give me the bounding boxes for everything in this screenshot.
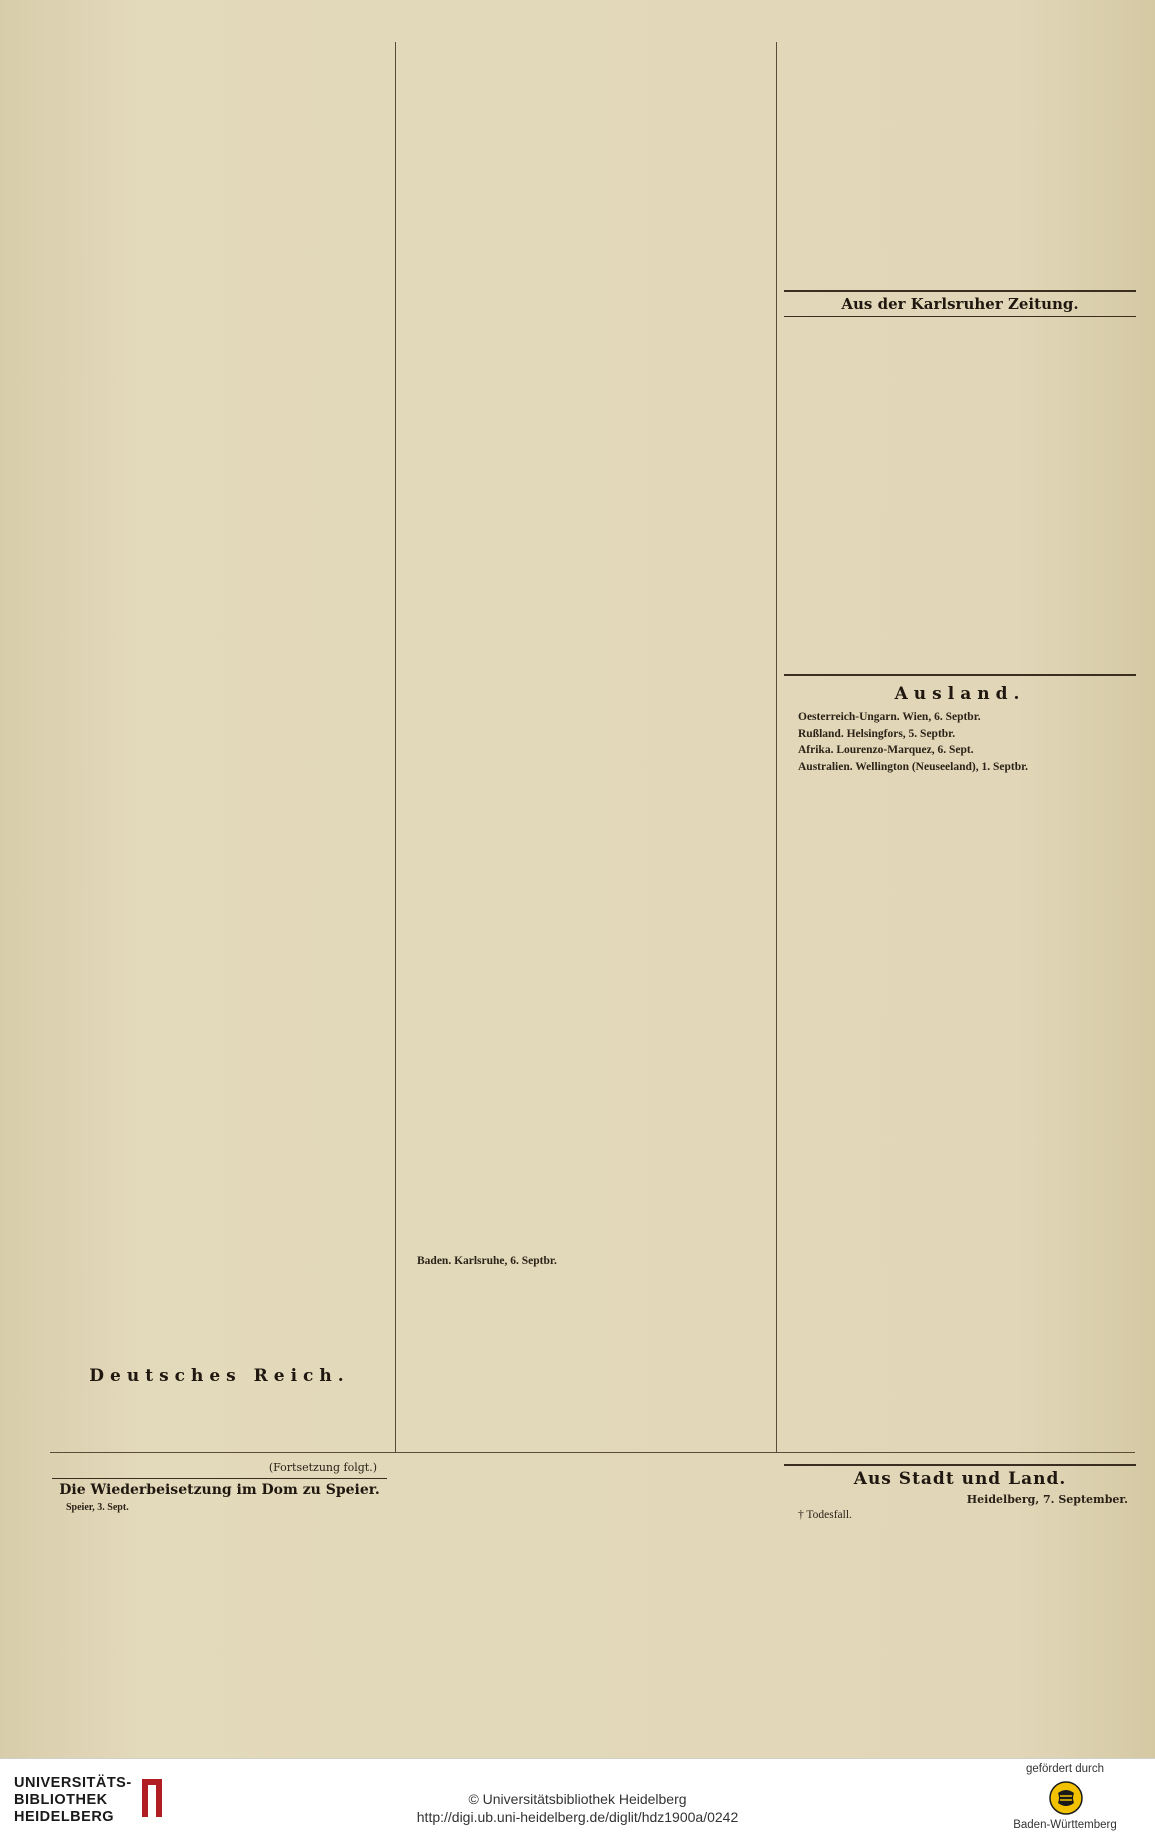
stadt-land-paragraph: † Todesfall. (798, 1509, 852, 1521)
section-title-deutsches-reich: Deutsches Reich. (89, 1366, 350, 1386)
permalink-url[interactable]: http://digi.ub.uni-heidelberg.de/diglit/hdz1900a/0242 (416, 1809, 739, 1825)
column-2 (403, 44, 769, 1450)
funded-region-label: Baden-Württemberg (1013, 1819, 1117, 1831)
column-rule-left (395, 42, 396, 1452)
baden-paragraph (403, 1254, 769, 1270)
funded-by-label: gefördert durch (1026, 1763, 1104, 1775)
column-3 (784, 44, 1136, 1450)
stadt-und-land (784, 1458, 1136, 1754)
digitization-footer (0, 1758, 1155, 1838)
ausland-item: Australien. Wellington (Neuseeland), 1. Septbr. (798, 760, 1029, 773)
stadt-land-dateline: Heidelberg, 7. September. (966, 1493, 1128, 1506)
karlsruher-zeitung-head: Aus der Karlsruher Zeitung. (784, 290, 1136, 317)
ub-logo-text: UNIVERSITÄTS- BIBLIOTHEK HEIDELBERG (14, 1775, 132, 1825)
feuilleton-rule (50, 1452, 1135, 1453)
column-rule-right (776, 42, 777, 1452)
ausland-item: Afrika. Lourenzo-Marquez, 6. Sept. (798, 744, 974, 757)
copyright-text: © Universitätsbibliothek Heidelberg (468, 1791, 687, 1807)
section-title-ausland: Ausland. (894, 684, 1026, 704)
speier-headline: Die Wiederbeisetzung im Dom zu Speier. (52, 1478, 387, 1498)
feuilleton-column-1 (52, 1458, 387, 1754)
baden-wuerttemberg-crest-icon (1049, 1781, 1083, 1815)
baden-dateline: Baden. Karlsruhe, 6. Septbr. (417, 1255, 557, 1267)
ausland-item: Oesterreich-Ungarn. Wien, 6. Septbr. (798, 711, 981, 723)
funding-logo (995, 1763, 1135, 1835)
section-title-stadt-land: Aus Stadt und Land. (784, 1464, 1136, 1489)
ausland-item: Rußland. Helsingfors, 5. Septbr. (798, 727, 956, 740)
fortsetzung-note: (Fortsetzung folgt.) (268, 1461, 377, 1474)
speier-paragraph: Speier, 3. Sept. (66, 1502, 129, 1513)
feuilleton-column-2 (403, 1458, 769, 1754)
column-1 (52, 44, 387, 1450)
